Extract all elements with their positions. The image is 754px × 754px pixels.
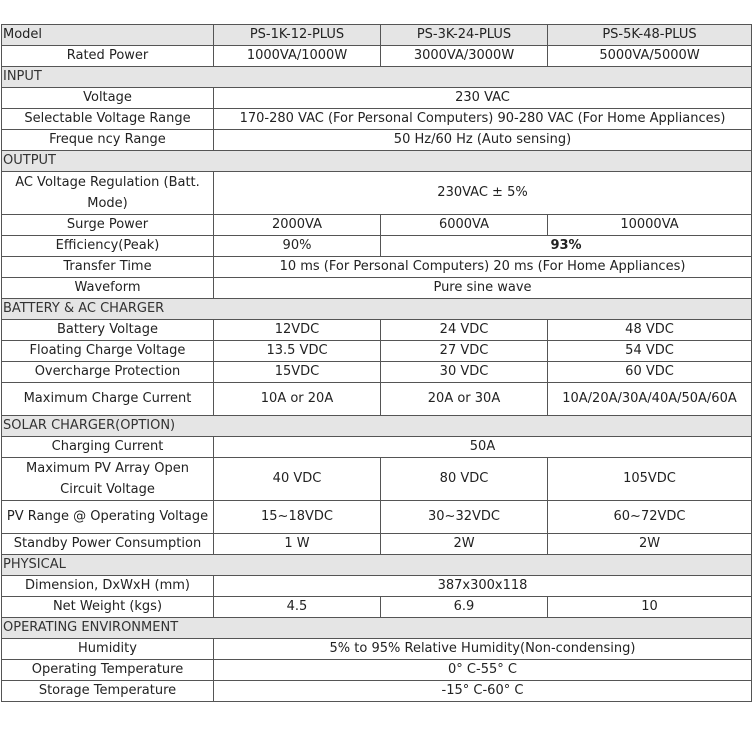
row-label: Voltage: [2, 88, 214, 109]
row-label: Overcharge Protection: [2, 362, 214, 383]
cell: 54 VDC: [548, 341, 752, 362]
row-label: Maximum Charge Current: [2, 383, 214, 416]
cell: 13.5 VDC: [214, 341, 381, 362]
spec-table-container: [1, 24, 751, 702]
cell: 1 W: [214, 534, 381, 555]
cell: 30 VDC: [381, 362, 548, 383]
table-row: [2, 534, 752, 555]
table-row: [2, 46, 752, 67]
row-label: Transfer Time: [2, 257, 214, 278]
row-label: Net Weight (kgs): [2, 597, 214, 618]
table-row: [2, 639, 752, 660]
cell: 24 VDC: [381, 320, 548, 341]
table-row: [2, 88, 752, 109]
cell: 387x300x118: [214, 576, 752, 597]
section-row: [2, 555, 752, 576]
table-row: [2, 320, 752, 341]
cell: 1000VA/1000W: [214, 46, 381, 67]
row-label: Efficiency(Peak): [2, 236, 214, 257]
table-row: [2, 576, 752, 597]
row-label: Selectable Voltage Range: [2, 109, 214, 130]
row-label: PV Range @ Operating Voltage: [2, 501, 214, 534]
cell: 50 Hz/60 Hz (Auto sensing): [214, 130, 752, 151]
table-row: [2, 341, 752, 362]
cell: 170-280 VAC (For Personal Computers) 90-280 VAC (For Home Appliances): [214, 109, 752, 130]
cell: 10 ms (For Personal Computers) 20 ms (For Home Appliances): [214, 257, 752, 278]
section-title: INPUT: [2, 67, 752, 88]
row-label: Standby Power Consumption: [2, 534, 214, 555]
cell: 6000VA: [381, 215, 548, 236]
section-title: OPERATING ENVIRONMENT: [2, 618, 752, 639]
section-row: [2, 416, 752, 437]
cell: 10A/20A/30A/40A/50A/60A: [548, 383, 752, 416]
section-title: OUTPUT: [2, 151, 752, 172]
row-label: Surge Power: [2, 215, 214, 236]
table-row: [2, 362, 752, 383]
cell: 230 VAC: [214, 88, 752, 109]
row-label: Maximum PV Array Open Circuit Voltage: [2, 458, 214, 501]
cell: 2W: [381, 534, 548, 555]
cell: 5% to 95% Relative Humidity(Non-condensing): [214, 639, 752, 660]
cell: 50A: [214, 437, 752, 458]
row-label: AC Voltage Regulation (Batt. Mode): [2, 172, 214, 215]
cell: 10: [548, 597, 752, 618]
cell: 60 VDC: [548, 362, 752, 383]
row-label: Humidity: [2, 639, 214, 660]
section-row: [2, 151, 752, 172]
cell: 80 VDC: [381, 458, 548, 501]
cell: 4.5: [214, 597, 381, 618]
table-row: [2, 660, 752, 681]
cell: 2W: [548, 534, 752, 555]
section-row: [2, 618, 752, 639]
cell: 105VDC: [548, 458, 752, 501]
cell: 230VAC ± 5%: [214, 172, 752, 215]
table-row: [2, 109, 752, 130]
cell: 27 VDC: [381, 341, 548, 362]
cell: 48 VDC: [548, 320, 752, 341]
section-title: PHYSICAL: [2, 555, 752, 576]
table-row: [2, 437, 752, 458]
row-label: Dimension, DxWxH (mm): [2, 576, 214, 597]
section-title: SOLAR CHARGER(OPTION): [2, 416, 752, 437]
table-row: [2, 172, 752, 215]
cell: 0° C-55° C: [214, 660, 752, 681]
cell: -15° C-60° C: [214, 681, 752, 702]
section-title: BATTERY & AC CHARGER: [2, 299, 752, 320]
row-label: Waveform: [2, 278, 214, 299]
model-label: Model: [2, 25, 214, 46]
row-label: Operating Temperature: [2, 660, 214, 681]
cell: 2000VA: [214, 215, 381, 236]
row-label: Charging Current: [2, 437, 214, 458]
row-label: Freque ncy Range: [2, 130, 214, 151]
section-row: [2, 67, 752, 88]
table-row: [2, 236, 752, 257]
row-label: Rated Power: [2, 46, 214, 67]
table-row: [2, 501, 752, 534]
cell: 15~18VDC: [214, 501, 381, 534]
section-row: [2, 299, 752, 320]
table-row: [2, 458, 752, 501]
row-label: Battery Voltage: [2, 320, 214, 341]
spec-table: [1, 24, 752, 702]
cell: 93%: [381, 236, 752, 257]
table-row: [2, 383, 752, 416]
model-2: PS-3K-24-PLUS: [381, 25, 548, 46]
cell: 60~72VDC: [548, 501, 752, 534]
cell: 20A or 30A: [381, 383, 548, 416]
table-row: [2, 278, 752, 299]
cell: 30~32VDC: [381, 501, 548, 534]
model-3: PS-5K-48-PLUS: [548, 25, 752, 46]
row-label: Storage Temperature: [2, 681, 214, 702]
cell: Pure sine wave: [214, 278, 752, 299]
cell: 10A or 20A: [214, 383, 381, 416]
cell: 12VDC: [214, 320, 381, 341]
table-row: [2, 597, 752, 618]
cell: 3000VA/3000W: [381, 46, 548, 67]
table-row: [2, 215, 752, 236]
table-header-row: [2, 25, 752, 46]
cell: 90%: [214, 236, 381, 257]
cell: 5000VA/5000W: [548, 46, 752, 67]
cell: 6.9: [381, 597, 548, 618]
cell: 10000VA: [548, 215, 752, 236]
cell: 15VDC: [214, 362, 381, 383]
cell: 40 VDC: [214, 458, 381, 501]
table-row: [2, 681, 752, 702]
table-row: [2, 257, 752, 278]
row-label: Floating Charge Voltage: [2, 341, 214, 362]
table-row: [2, 130, 752, 151]
model-1: PS-1K-12-PLUS: [214, 25, 381, 46]
